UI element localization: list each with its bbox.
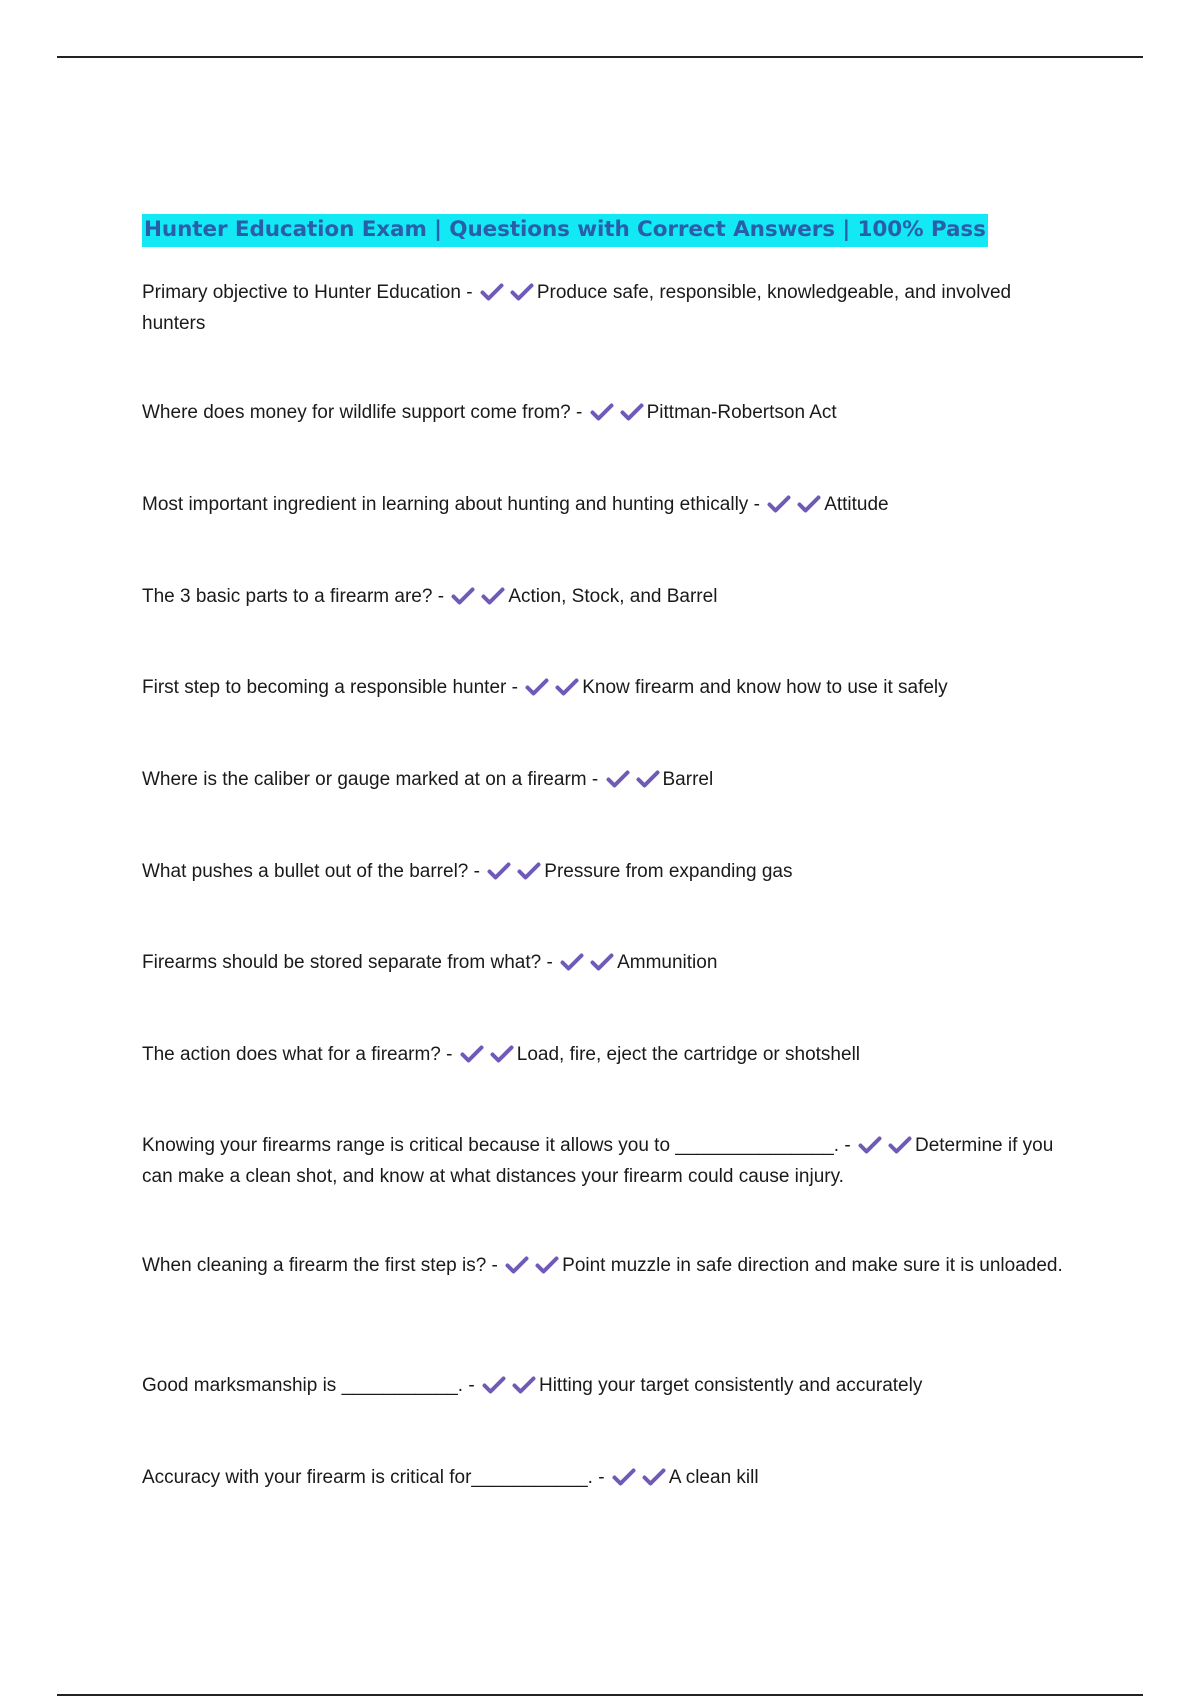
checkmark-icon (487, 862, 511, 880)
checkmark-icon (525, 678, 549, 696)
separator-dash: - (592, 1467, 610, 1488)
answer-text: Attitude (824, 494, 889, 515)
question-text: Firearms should be stored separate from what? (142, 952, 542, 973)
question-text: Good marksmanship is ___________. (142, 1375, 464, 1396)
question-text: Accuracy with your firearm is critical for___________. (142, 1467, 593, 1488)
checkmark-icon (482, 1376, 506, 1394)
checkmark-icon (517, 862, 541, 880)
check-pair (480, 282, 534, 310)
separator-dash: - (748, 494, 766, 515)
answer-text: Pittman-Robertson Act (646, 402, 837, 423)
answer-text: Load, fire, eject the cartridge or shotshell (516, 1044, 861, 1065)
checkmark-icon (797, 495, 821, 513)
checkmark-icon (620, 403, 644, 421)
document-title: Hunter Education Exam | Questions with Correct Answers | 100% Pass (142, 214, 988, 247)
question-text: When cleaning a firearm the first step is? (142, 1255, 487, 1276)
check-pair (505, 1255, 559, 1283)
qa-item (142, 399, 1072, 430)
checkmark-icon (888, 1136, 912, 1154)
checkmark-icon (858, 1136, 882, 1154)
qa-item (142, 1041, 1072, 1072)
checkmark-icon (642, 1468, 666, 1486)
qa-item (142, 949, 1072, 980)
separator-dash: - (506, 677, 524, 698)
document-body (142, 214, 1072, 1488)
separator-dash: - (839, 1135, 856, 1156)
answer-text: Barrel (662, 769, 714, 790)
check-pair (606, 769, 660, 797)
separator-dash: - (586, 769, 604, 790)
checkmark-icon (512, 1376, 536, 1394)
qa-item (142, 491, 1072, 522)
checkmark-icon (560, 953, 584, 971)
checkmark-icon (555, 678, 579, 696)
check-pair (451, 586, 505, 614)
check-pair (767, 494, 821, 522)
checkmark-icon (612, 1468, 636, 1486)
question-text: The 3 basic parts to a firearm are? (142, 586, 433, 607)
qa-item (142, 583, 1072, 614)
top-rule (57, 56, 1143, 58)
checkmark-icon (490, 1045, 514, 1063)
check-pair (560, 952, 614, 980)
qa-item (142, 1132, 1072, 1191)
qa-item (142, 279, 1072, 338)
checkmark-icon (480, 283, 504, 301)
question-text: Knowing your firearms range is critical because it allows you to _______________. (142, 1135, 840, 1156)
separator-dash: - (541, 952, 559, 973)
question-text: Primary objective to Hunter Education (142, 282, 461, 303)
checkmark-icon (590, 953, 614, 971)
question-text: Most important ingredient in learning about hunting and hunting ethically (142, 494, 749, 515)
checkmark-icon (590, 403, 614, 421)
checkmark-icon (460, 1045, 484, 1063)
check-pair (590, 402, 644, 430)
qa-item (142, 674, 1072, 705)
bottom-rule (57, 1694, 1143, 1696)
separator-dash: - (440, 1044, 458, 1065)
question-text: Where is the caliber or gauge marked at on a firearm (142, 769, 587, 790)
answer-text: Know firearm and know how to use it safely (582, 677, 948, 698)
answer-text: Point muzzle in safe direction and make sure it is unloaded. (562, 1255, 1063, 1276)
answer-text: Determine if you can make a clean shot, and know at what distances your firearm could cause injury. (142, 1135, 1054, 1187)
separator-dash: - (468, 861, 486, 882)
qa-item (142, 1372, 1072, 1403)
check-pair (487, 861, 541, 889)
separator-dash: - (486, 1255, 504, 1276)
answer-text: Hitting your target consistently and accurately (538, 1375, 923, 1396)
check-pair (612, 1467, 666, 1495)
answer-text: Ammunition (617, 952, 718, 973)
answer-text: Action, Stock, and Barrel (508, 586, 718, 607)
question-text: What pushes a bullet out of the barrel? (142, 861, 469, 882)
check-pair (482, 1375, 536, 1403)
separator-dash: - (432, 586, 450, 607)
check-pair (525, 677, 579, 705)
check-pair (858, 1135, 912, 1163)
checkmark-icon (451, 587, 475, 605)
qa-item (142, 766, 1072, 797)
question-text: Where does money for wildlife support come from? (142, 402, 571, 423)
check-pair (460, 1044, 514, 1072)
answer-text: A clean kill (668, 1467, 759, 1488)
separator-dash: - (570, 402, 588, 423)
qa-item (142, 1252, 1072, 1283)
checkmark-icon (510, 283, 534, 301)
checkmark-icon (535, 1256, 559, 1274)
checkmark-icon (606, 770, 630, 788)
question-text: The action does what for a firearm? (142, 1044, 441, 1065)
checkmark-icon (481, 587, 505, 605)
qa-item (142, 1464, 1072, 1495)
checkmark-icon (767, 495, 791, 513)
question-text: First step to becoming a responsible hunter (142, 677, 507, 698)
separator-dash: - (460, 282, 478, 303)
checkmark-icon (505, 1256, 529, 1274)
answer-text: Produce safe, responsible, knowledgeable, and involved hunters (142, 282, 1012, 334)
checkmark-icon (636, 770, 660, 788)
separator-dash: - (463, 1375, 480, 1396)
answer-text: Pressure from expanding gas (544, 861, 793, 882)
qa-item (142, 858, 1072, 889)
